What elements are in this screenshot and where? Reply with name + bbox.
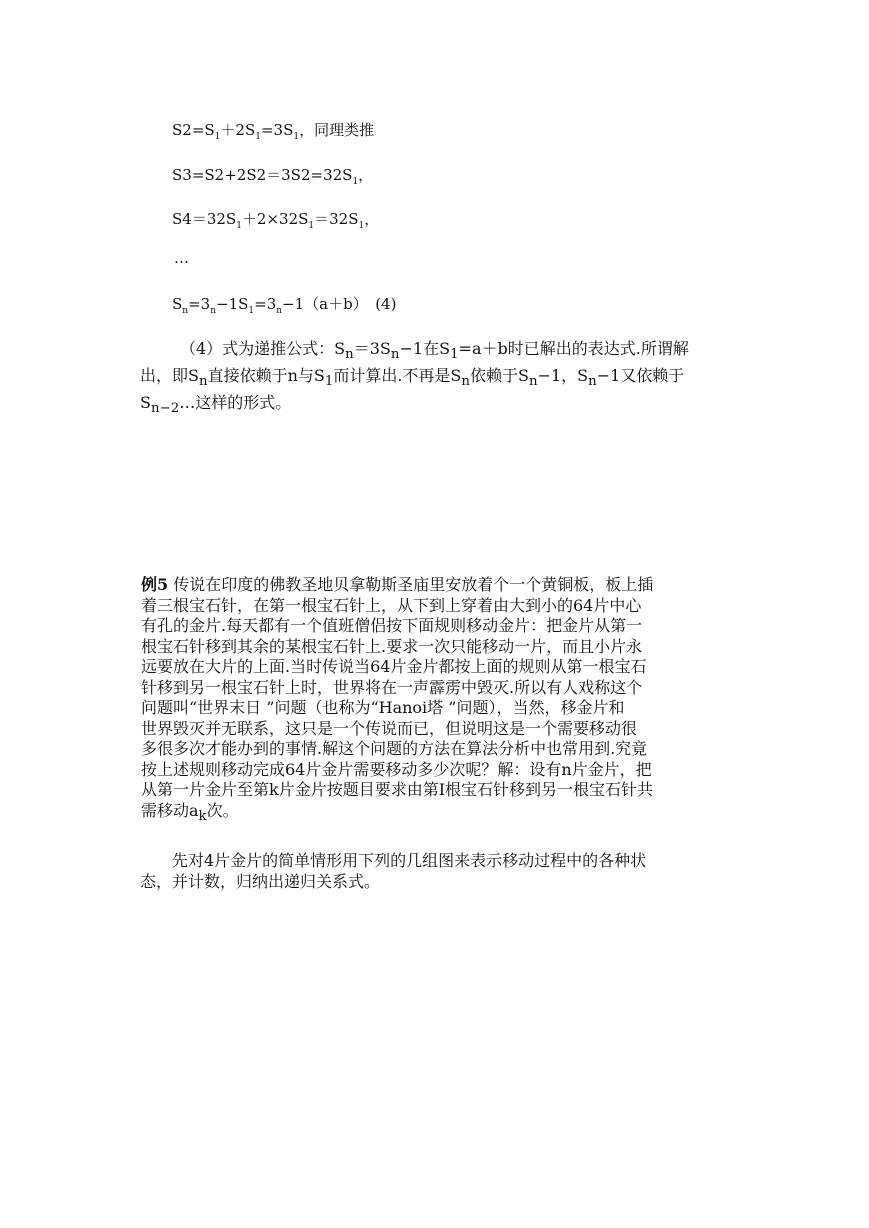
formula-text: ， bbox=[364, 210, 380, 228]
explanation-paragraph bbox=[140, 338, 689, 420]
subscript: 1 bbox=[248, 306, 255, 316]
subscript: 1 bbox=[358, 221, 365, 231]
text-line: 出，即$S_n$直接依赖于n与$S_1$而计算出.不再是$S_n$依赖于$S_n-1$，$S_n-1$又依赖于 bbox=[140, 366, 685, 390]
text-line: 例5 传说在印度的佛教圣地贝拿勒斯圣庙里安放着个一个黄铜板，板上插 bbox=[141, 575, 654, 594]
formula-text: S2=S bbox=[172, 121, 215, 139]
formula-s2 bbox=[172, 121, 374, 146]
formula-text: −1（a＋b） (4) bbox=[282, 295, 397, 313]
formula-text: =3 bbox=[188, 295, 211, 313]
subscript: 1 bbox=[308, 221, 315, 231]
formula-text: ＋2S bbox=[220, 121, 256, 139]
text-line: 世界毁灭并无联系，这只是一个传说而已，但说明这是一个需要移动很 bbox=[141, 718, 638, 738]
formula-text: ， bbox=[358, 166, 374, 184]
text-line: 先对4片金片的简单情形用下列的几组图来表示移动过程中的各种状 bbox=[140, 851, 647, 870]
formula-ellipsis bbox=[174, 249, 189, 267]
formula-s4 bbox=[172, 210, 379, 235]
formula-text: S3=S2+2S2＝3S2=32S bbox=[172, 166, 353, 184]
formula-text: =3S bbox=[260, 121, 294, 139]
text-line: 问题叫“世界末日 ”问题（也称为“Hanoi塔 ”问题），当然，移金片和 bbox=[141, 698, 625, 717]
text-line: 根宝石针移到其余的某根宝石针上.要求一次只能移动一片，而且小片永 bbox=[141, 636, 643, 656]
subscript: n bbox=[182, 306, 189, 316]
text-line: 需移动$a_k$次。 bbox=[141, 800, 239, 824]
formula-s3 bbox=[172, 166, 373, 191]
subscript: 1 bbox=[236, 221, 242, 231]
text-line: （4）式为递推公式：$S_n=3S_n-1$在$S_1=a+b$时已解出的表达式.所谓解 bbox=[180, 339, 689, 363]
example-label: 例5 bbox=[141, 575, 169, 594]
text-line: $S_{n-2}\dots$这样的形式。 bbox=[140, 393, 292, 417]
subscript: 1 bbox=[255, 132, 261, 142]
text-line: 针移到另一根宝石针上时，世界将在一声霹雳中毁灭.所以有人戏称这个 bbox=[141, 677, 643, 697]
text-line: 远要放在大片的上面.当时传说当64片金片都按上面的规则从第一根宝石 bbox=[141, 657, 647, 676]
formula-text: ，同理类推 bbox=[299, 121, 375, 139]
formula-text: ＝32S bbox=[314, 210, 359, 228]
closing-paragraph bbox=[140, 850, 646, 892]
formula-sn bbox=[172, 295, 396, 320]
formula-text: ＋2×32S bbox=[241, 210, 309, 228]
subscript: 1 bbox=[352, 177, 359, 187]
text-line: 多很多次才能办到的事情.解这个问题的方法在算法分析中也常用到.究竟 bbox=[141, 739, 648, 758]
subscript: n bbox=[210, 306, 216, 316]
formula-text: −1S bbox=[216, 295, 249, 313]
text-line: 着三根宝石针，在第一根宝石针上，从下到上穿着由大到小的64片中心 bbox=[141, 595, 642, 615]
text-line: 按上述规则移动完成64片金片需要移动多少次呢？解：设有n片金片，把 bbox=[141, 759, 652, 779]
formula-text: S bbox=[172, 295, 183, 313]
text-line: 从第一片金片至第k片金片按题目要求由第I根宝石针移到另一根宝石针共 bbox=[141, 780, 654, 799]
subscript: 1 bbox=[293, 132, 300, 142]
formula-text: S4＝32S bbox=[172, 210, 237, 228]
example5-paragraph bbox=[141, 575, 653, 827]
ellipsis: … bbox=[174, 249, 189, 267]
text-line: 有孔的金片.每天都有一个值班僧侣按下面规则移动金片：把金片从第一 bbox=[141, 616, 643, 635]
text-line: 态，并计数，归纳出递归关系式。 bbox=[140, 872, 381, 891]
subscript: n bbox=[276, 306, 283, 316]
formula-text: =3 bbox=[254, 295, 277, 313]
subscript: 1 bbox=[214, 132, 221, 142]
